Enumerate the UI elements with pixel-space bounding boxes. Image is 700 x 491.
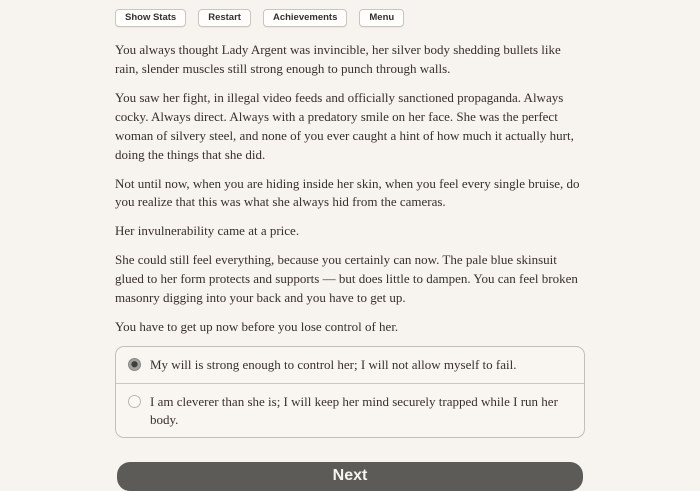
show-stats-button[interactable]: Show Stats [115,9,186,27]
choice-group [115,346,585,438]
story-paragraph: You always thought Lady Argent was invincible, her silver body shedding bullets like rain, slender muscles still strong enough to punch through walls. [115,42,561,77]
game-toolbar [115,9,585,27]
restart-button[interactable]: Restart [198,9,251,27]
story-paragraph: You saw her fight, in illegal video feeds and officially sanctioned propaganda. Always cocky. Always direct. Always with a predatory smile on her face. She was the perfect woman of silvery steel, and none of you ever caught a hint of how much it actually hurt, doing the things that she did. [115,90,574,162]
choice-option-label: My will is strong enough to control her; I will not allow myself to fail. [150,357,517,373]
page [115,0,585,491]
story-paragraph: She could still feel everything, because you certainly can now. The pale blue skinsuit glued to her form protects and supports — but does little to dampen. You can feel broken masonry digging into your back and you have to get up. [115,252,578,305]
story-paragraph: You have to get up now before you lose control of her. [115,318,399,334]
radio-button-icon[interactable] [128,395,141,408]
story-paragraph: Her invulnerability came at a price. [115,223,300,239]
choice-option[interactable] [116,347,584,383]
choice-option[interactable] [116,383,584,437]
story-text [115,41,585,336]
next-button[interactable]: Next [117,462,583,491]
achievements-button[interactable]: Achievements [263,9,347,27]
choice-option-label: I am cleverer than she is; I will keep her mind securely trapped while I run her body. [150,393,558,427]
story-paragraph: Not until now, when you are hiding inside her skin, when you feel every single bruise, do you realize that this was what she always hid from the cameras. [115,175,580,210]
radio-button-icon[interactable] [128,358,141,371]
menu-button[interactable]: Menu [359,9,404,27]
